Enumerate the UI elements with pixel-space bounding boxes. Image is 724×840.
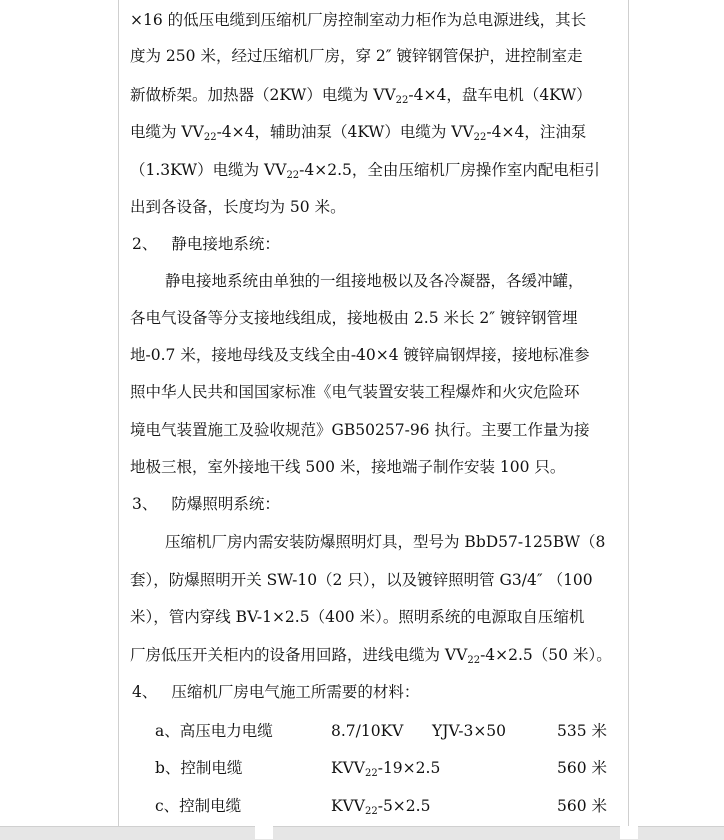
- paragraph-1-line-3: 新做桥架。加热器（2KW）电缆为 $VV_{22}-4\times 4$，盘车电机（4KW）: [130, 86, 592, 106]
- section-2-line-3: 地-0.7 米，接地母线及支线全由-40×4 镀锌扁钢焊接，接地标准参: [130, 346, 590, 364]
- section-3-line-1: 压缩机厂房内需安装防爆照明灯具，型号为 BbD57-125BW（8: [165, 533, 606, 551]
- material-name: c、控制电缆: [155, 797, 242, 815]
- material-name: b、控制电缆: [155, 759, 243, 777]
- section-2-line-1: 静电接地系统由单独的一组接地极以及各冷凝器，各缓冲罐，: [165, 272, 584, 290]
- paragraph-1-line-1: ×16 的低压电缆到压缩机厂房控制室动力柜作为总电源进线，其长: [130, 11, 587, 29]
- material-quantity: 560 米: [557, 759, 608, 777]
- page-corner-marker: [620, 826, 638, 839]
- section-3-heading: 3、 防爆照明系统：: [132, 495, 280, 513]
- material-quantity: 560 米: [557, 797, 608, 815]
- section-2-line-5: 境电气装置施工及验收规范》GB50257-96 执行。主要工作量为接: [130, 421, 590, 439]
- section-2-line-2: 各电气设备等分支接地线组成，接地极由 2.5 米长 2″ 镀锌钢管埋: [130, 309, 578, 327]
- left-margin-guide: [118, 0, 119, 839]
- section-3-line-4: 厂房低压开关柜内的设备用回路，进线电缆为 $VV_{22}-4\times 2.5(50$ 米）。: [130, 646, 612, 666]
- material-spec: $KVV_{22}-19\times 2.5$: [331, 759, 441, 779]
- paragraph-1-line-4: 电缆为 $VV_{22}-4\times 4$，辅助油泵（4KW）电缆为 $VV_{22}-4\times 4$，注油泵: [130, 123, 587, 143]
- section-4-heading: 4、 压缩机厂房电气施工所需要的材料：: [132, 683, 420, 701]
- material-spec: $KVV_{22}-5\times 2.5$: [331, 797, 431, 817]
- material-spec: 8.7/10KV: [331, 722, 404, 740]
- section-3-line-2: 套），防爆照明开关 SW-10（2 只），以及镀锌照明管 G3/4″ （100: [130, 571, 593, 589]
- material-row: [0, 757, 724, 779]
- page-bottom-edge: [0, 826, 724, 840]
- material-model: YJV-3×50: [432, 722, 507, 740]
- page-corner-marker: [255, 826, 273, 839]
- paragraph-1-line-6: 出到各设备，长度均为 50 米。: [130, 198, 346, 216]
- section-2-line-6: 地极三根，室外接地干线 500 米，接地端子制作安装 100 只。: [130, 458, 566, 476]
- section-3-line-3: 米），管内穿线 BV-1×2.5（400 米）。照明系统的电源取自压缩机: [130, 608, 585, 626]
- section-2-heading: 2、 静电接地系统：: [132, 235, 280, 253]
- material-quantity: 535 米: [557, 722, 608, 740]
- material-row: [0, 795, 724, 817]
- paragraph-1-line-5: （1.3KW）电缆为 $VV_{22}-4\times 2.5$，全由压缩机厂房操作室内配电柜引: [130, 161, 600, 181]
- section-2-line-4: 照中华人民共和国国家标准《电气装置安装工程爆炸和火灾危险环: [130, 383, 580, 401]
- paragraph-1-line-2: 度为 250 米，经过压缩机厂房，穿 2″ 镀锌钢管保护，进控制室走: [130, 47, 583, 65]
- material-row: [0, 720, 724, 742]
- material-name: a、高压电力电缆: [155, 722, 273, 740]
